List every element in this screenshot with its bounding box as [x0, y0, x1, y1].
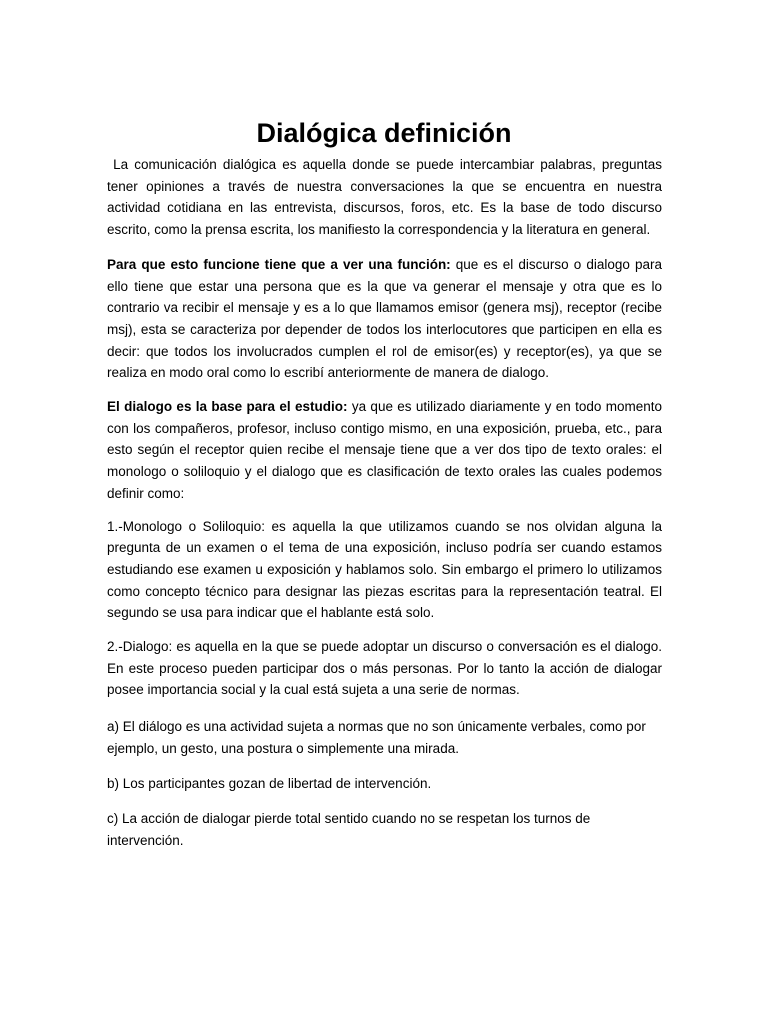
list-item: a) El diálogo es una actividad sujeta a normas que no son únicamente verbales, como por ejemplo, un gesto, una postura o simplemente una mirada. [107, 719, 646, 756]
paragraph-funcion [107, 254, 662, 384]
list-item: b) Los participantes gozan de libertad de intervención. [107, 775, 432, 791]
paragraph-estudio-lead: El dialogo es la base para el estudio: [107, 399, 348, 415]
paragraph-dialogo: 2.-Dialogo: es aquella en la que se puede adoptar un discurso o conversación es el dialogo. En este proceso pueden participar dos o más personas. Por lo tanto la acción de dialogar posee importancia social y la cual está sujeta a una serie de normas. [107, 639, 662, 698]
document-title: Dialógica definición [256, 118, 512, 148]
paragraph-estudio [107, 396, 662, 505]
paragraph-estudio-text: ya que es utilizado diariamente y en todo momento con los compañeros, profesor, incluso contigo mismo, en una exposición, prueba, etc., para esto según el receptor quien recibe el mensaje tiene que a ver dos tipo de texto orales: el monologo o soliloquio y el dialogo que es clasificación de texto orales las cuales podemos definir como: [107, 399, 663, 501]
paragraph-funcion-text: que es el discurso o dialogo para ello tiene que estar una persona que es la que va generar el mensaje y otra que es lo contrario va recibir el mensaje y es a lo que llamamos emisor (genera msj), receptor (recibe msj), esta se caracteriza por depender de todos los interlocutores que participen en ella es decir: que todos los involucrados cumplen el rol de emisor(es) y receptor(es), ya que se realiza en modo oral como lo escribí anteriormente de manera de dialogo. [107, 256, 662, 381]
paragraph-intro: La comunicación dialógica es aquella donde se puede intercambiar palabras, preguntas tener opiniones a través de nuestra conversaciones la que se encuentra en nuestra actividad cotidiana en las entrevista, discursos, foros, etc. Es la base de todo discurso escrito, como la prensa escrita, los manifiesto la correspondencia y la literatura en general. [107, 157, 666, 238]
document-body [107, 154, 666, 852]
paragraph-monologo: 1.-Monologo o Soliloquio: es aquella la que utilizamos cuando se nos olvidan alguna la pregunta de un examen o el tema de una exposición, incluso podría ser cuando estamos estudiando ese examen u exposición y hablamos solo. Sin embargo el primero lo utilizamos como concepto técnico para designar las piezas escritas para la representación teatral. El segundo se usa para indicar que el hablante está solo. [107, 518, 662, 621]
list-item: c) La acción de dialogar pierde total sentido cuando no se respetan los turnos de intervención. [107, 811, 591, 848]
paragraph-funcion-lead: Para que esto funcione tiene que a ver una función: [107, 256, 451, 272]
